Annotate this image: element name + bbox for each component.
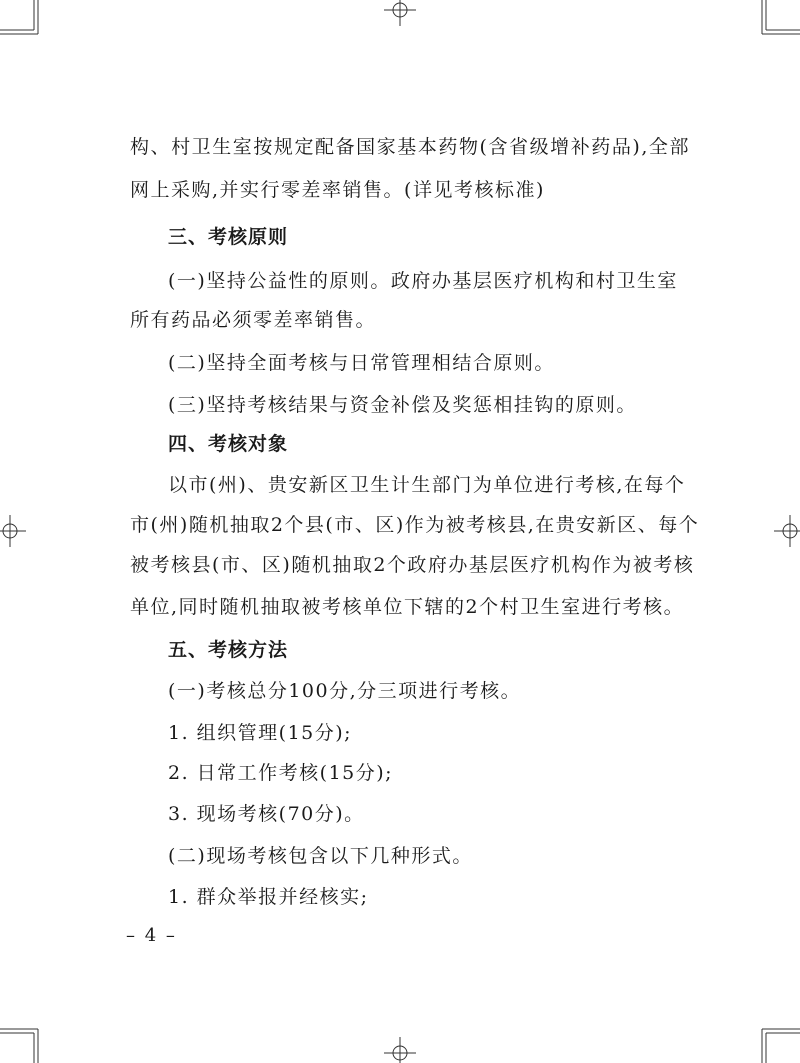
section-heading-3: 三、考核原则 (168, 226, 289, 248)
body-line-14: (一)考核总分100分,分三项进行考核。 (168, 680, 522, 702)
registration-mark-right (774, 515, 800, 547)
body-line-16: 2. 日常工作考核(15分); (168, 762, 394, 784)
registration-mark-top (384, 0, 416, 26)
body-line-10: 市(州)随机抽取2个县(市、区)作为被考核县,在贵安新区、每个 (130, 514, 700, 536)
body-line-17: 3. 现场考核(70分)。 (168, 803, 365, 825)
body-line-9: 以市(州)、贵安新区卫生计生部门为单位进行考核,在每个 (168, 474, 686, 496)
page-number: – 4 – (126, 925, 177, 946)
registration-mark-left (0, 515, 26, 547)
section-heading-5: 五、考核方法 (168, 639, 289, 661)
body-line-4: (一)坚持公益性的原则。政府办基层医疗机构和村卫生室 (168, 270, 678, 292)
body-line-12: 单位,同时随机抽取被考核单位下辖的2个村卫生室进行考核。 (130, 596, 685, 618)
body-line-19: 1. 群众举报并经核实; (168, 886, 369, 908)
section-heading-4: 四、考核对象 (168, 433, 289, 455)
body-line-15: 1. 组织管理(15分); (168, 722, 353, 744)
body-line-2: 网上采购,并实行零差率销售。(详见考核标准) (130, 179, 545, 201)
body-line-5: 所有药品必须零差率销售。 (130, 309, 377, 331)
body-line-6: (二)坚持全面考核与日常管理相结合原则。 (168, 352, 555, 374)
body-line-1: 构、村卫生室按规定配备国家基本药物(含省级增补药品),全部 (130, 136, 690, 158)
body-line-11: 被考核县(市、区)随机抽取2个政府办基层医疗机构作为被考核 (130, 554, 695, 576)
registration-mark-bottom (384, 1037, 416, 1063)
body-line-18: (二)现场考核包含以下几种形式。 (168, 845, 473, 867)
body-line-7: (三)坚持考核结果与资金补偿及奖惩相挂钩的原则。 (168, 394, 637, 416)
